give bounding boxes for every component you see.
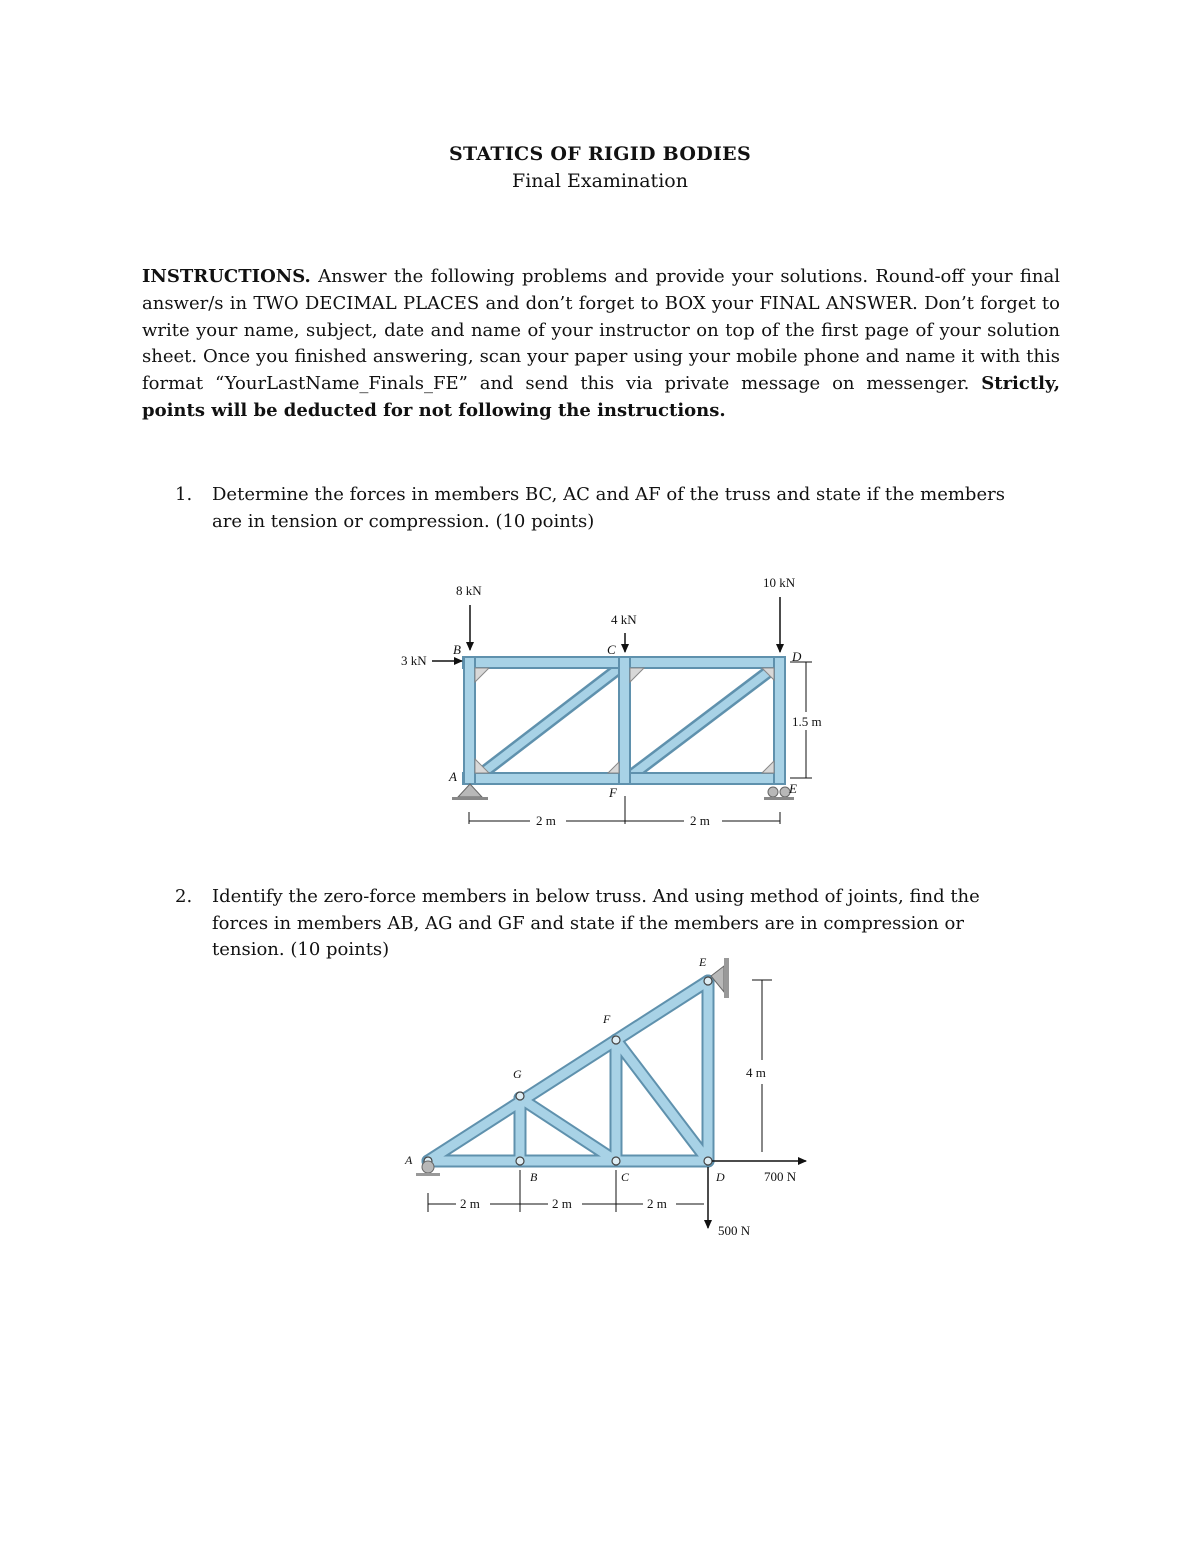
joint-label-C: C <box>621 1170 630 1184</box>
instructions-body: Answer the following problems and provide your solutions. Round-off your final answer/s in TWO DECIMAL PLACES and don’t forget to BOX your FINAL ANSWER. Don’t forget to write your name, subject, date and name of your instructor on top of the first page of your solution sheet. Once you finished answering, scan your paper using your mobile phone and name it with this format “YourLastName_Finals_FE” and send this via private message on messenger. <box>142 266 1060 395</box>
joint-label-A: A <box>449 769 457 784</box>
member-FD <box>616 1040 708 1161</box>
joint-label-F: F <box>609 785 617 800</box>
problem-text: Determine the forces in members BC, AC and AF of the truss and state if the members are in tension or compression. (10 points) <box>212 484 1005 532</box>
load-label-700N: 700 N <box>764 1169 797 1184</box>
member-GC <box>520 1098 616 1161</box>
truss-2-members <box>424 977 712 1165</box>
dim-label-2m-left: 2 m <box>536 813 556 828</box>
load-label-10kN: 10 kN <box>763 575 796 590</box>
roller-support-E-left <box>768 787 778 797</box>
load-label-4kN: 4 kN <box>611 612 637 627</box>
truss-1-loads <box>432 597 780 661</box>
member-DE <box>774 657 785 784</box>
joint-label-C: C <box>607 642 616 657</box>
joint-label-A: A <box>405 1153 413 1167</box>
roller-support-A <box>422 1161 434 1173</box>
pin-support-A <box>458 784 482 797</box>
joint-label-G: G <box>513 1067 522 1081</box>
dim-label-2m-BC: 2 m <box>552 1196 572 1211</box>
truss-figure-2 <box>404 955 806 1238</box>
page-title: STATICS OF RIGID BODIES <box>449 143 751 165</box>
joint-label-B: B <box>530 1170 538 1184</box>
dim-label-2m-right: 2 m <box>690 813 710 828</box>
joint-label-D: D <box>716 1170 725 1184</box>
truss-figure-1 <box>401 575 822 828</box>
joint-label-F: F <box>603 1012 611 1026</box>
member-CF <box>619 657 630 784</box>
member-AB <box>464 657 475 784</box>
dim-label-2m-AB: 2 m <box>460 1196 480 1211</box>
dim-label-2m-CD: 2 m <box>647 1196 667 1211</box>
problem-number: 2. <box>175 886 193 907</box>
instructions-label: INSTRUCTIONS. <box>142 266 311 287</box>
truss-1-supports <box>452 784 794 800</box>
problem-text: Identify the zero-force members in below truss. And using method of joints, find the forces in members AB, AG and GF and state if the members are in compression or tension. (10 points) <box>212 886 980 960</box>
joint-label-E: E <box>699 955 707 969</box>
joint-label-E: E <box>789 781 797 796</box>
instructions-warning: Strictly, points will be deducted for not following the instructions. <box>142 373 1060 421</box>
load-label-8kN: 8 kN <box>456 583 482 598</box>
page-subtitle: Final Examination <box>512 170 688 192</box>
truss-1-members <box>463 657 785 784</box>
dim-label-4m: 4 m <box>746 1065 766 1080</box>
problem-number: 1. <box>175 484 193 505</box>
dim-label-1.5m: 1.5 m <box>792 714 822 729</box>
joint-label-B: B <box>453 642 461 657</box>
joint-label-D: D <box>792 649 802 664</box>
load-label-500N: 500 N <box>718 1223 751 1238</box>
load-label-3kN: 3 kN <box>401 653 427 668</box>
